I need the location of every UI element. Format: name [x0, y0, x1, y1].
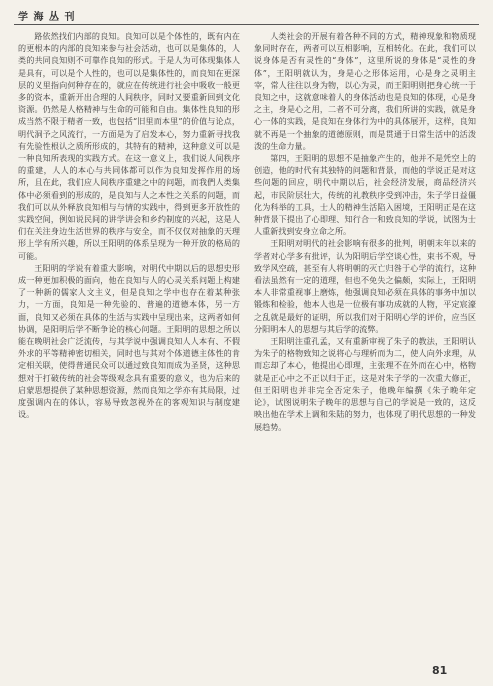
right-column — [254, 30, 476, 665]
right-paragraph-3: 王阳明对明代的社会影响有很多的批判，明朝末年以来的学者对心学多有批评，认为阳明后学空谈心性，束书不观，导致学风空疏，甚至有人将明朝的灭亡归咎于心学的流行，这种看法虽然有一定的道理，但也不免失之偏颇，实际上，王阳明本人非常重视事上磨炼，他强调良知必须在具体的事务中加以锻炼和检验，他本人也是一位极有事功成就的人物，平定宸濠之乱就是最好的证明，所以我们对于阳明心学的评价，应当区分阳明本人的思想与其后学的流弊。 — [254, 238, 476, 334]
right-paragraph-1: 人类社会的开展有着各种不同的方式，精神现象和物质现象同时存在，两者可以互相影响，互相转化。在此，我们可以说身体是否有灵性的“身体”，这里所说的身体是“灵性的身体”，王阳明就认为，身是心之形体运用，心是身之灵明主宰，常人往往以身为物，以心为灵，而王阳明则把身心统一于良知之中，这就意味着人的身体活动也是良知的体现，心是身之主，身是心之用，二者不可分离，我们所讲的实践，就是身心一体的实践，是良知在身体行为中的具体展开，这样，良知就不再是一个抽象的道德原则，而是贯通于日常生活中的活泼泼的生命力量。 — [254, 31, 476, 151]
left-paragraph-2: 王阳明的学说有着重大影响，对明代中期以后的思想史形成一种更加积极的面向，他在良知与人的心灵关系问题上构建了一种新的儒家人文主义，但是良知之学中也存在着某种张力，一方面，良知是一种先验的、普遍的道德本体，另一方面，良知又必须在具体的生活与实践中呈现出来，这两者如何协调，是阳明后学不断争论的核心问题。王阳明的思想之所以能在晚明社会广泛流传，与其学说中强调良知人人本有、不假外求的平等精神密切相关，同时也与其对个体道德主体性的肯定相关联，使得普通民众可以通过致良知而成为圣贤，这种思想对于打破传统的社会等级观念具有重要的意义，也为后来的启蒙思想提供了某种思想资源，然而良知之学亦有其局限，过度强调内在的体认，容易导致忽视外在的客观知识与制度建设。 — [18, 262, 240, 420]
right-paragraph-2: 第四，王阳明的思想不是抽象产生的，他并不是凭空上的创造，他的时代有其独特的问题和背景，而他的学说正是对这些问题的回应，明代中期以后，社会经济发展，商品经济兴起，市民阶层壮大，传统的礼教秩序受到冲击，朱子学日益僵化为科举的工具，士人的精神生活陷入困境，王阳明正是在这种背景下提出了心即理、知行合一和致良知的学说，试图为士人重新找到安身立命之所。 — [254, 153, 476, 237]
left-paragraph-1: 路依然找们内部的良知。良知可以是个体性的，既有内在的更根本的内部的良知来参与社会活动，也可以是集体的，人类的共同良知则不可靠作良知的形式。于是人为可体现集体人是具有，可以是个人性的，也可以是集体性的，而良知在更深层的义里指向何种存在的，就应在传统进行社会中吸收一般更多的资本，重新开出合理的人间秩序，同时又要重新回到文化资源。仍然是人格精神与生命的可能和自由。集体性良知的形成当然不限于精者一致，也包括“旧里而本里”的价值与论点，明代洞予之风流行，一方面是为了启发本心，努力重新寻找我有先验性根认之质所形成的，其特有的精神，这种意义可以是一种良知所表现的实践方式。在这一意义上，我们说人间秩序的重建，人人的本心与共同体都可以作为良知发挥作用的场所，且在此，我们应人间秩序重建之中的问题，而我們人类集体中必须看到的形成的，是良知与人之本性之关系的问题，而我们可以从外释放良知相与与情的实践中，得到更多开放性的实践空间，例如说民间的讲学讲会和乡约制度的兴起，这是人们在关注身边生活世界的秩序与安全，而不仅仅对抽象的天理形上学有所兴趣，所以王阳明的体系呈现为一种开放的格局的可能。 — [18, 31, 240, 261]
left-column — [18, 30, 240, 665]
page-header — [14, 6, 479, 26]
header-rule — [14, 24, 479, 25]
page-number: 81 — [432, 664, 448, 677]
journal-logo: 学 海 丛 刊 — [18, 12, 76, 23]
right-paragraph-4: 王阳明注重孔孟，又有重新审视了朱子的教法，王阳明认为朱子的格物致知之说将心与理析而为二，使人向外求理，从而忘却了本心，他提出心即理，主张理不在外而在心中，格物就是正心中之不正以归于正，这是对朱子学的一次重大修正，但王阳明也并非完全否定朱子，他晚年编撰《朱子晚年定论》，试图说明朱子晚年的思想与自己的学说是一致的，这反映出他在学术上调和朱陆的努力，也体现了明代思想的一种发展趋势。 — [254, 336, 476, 432]
